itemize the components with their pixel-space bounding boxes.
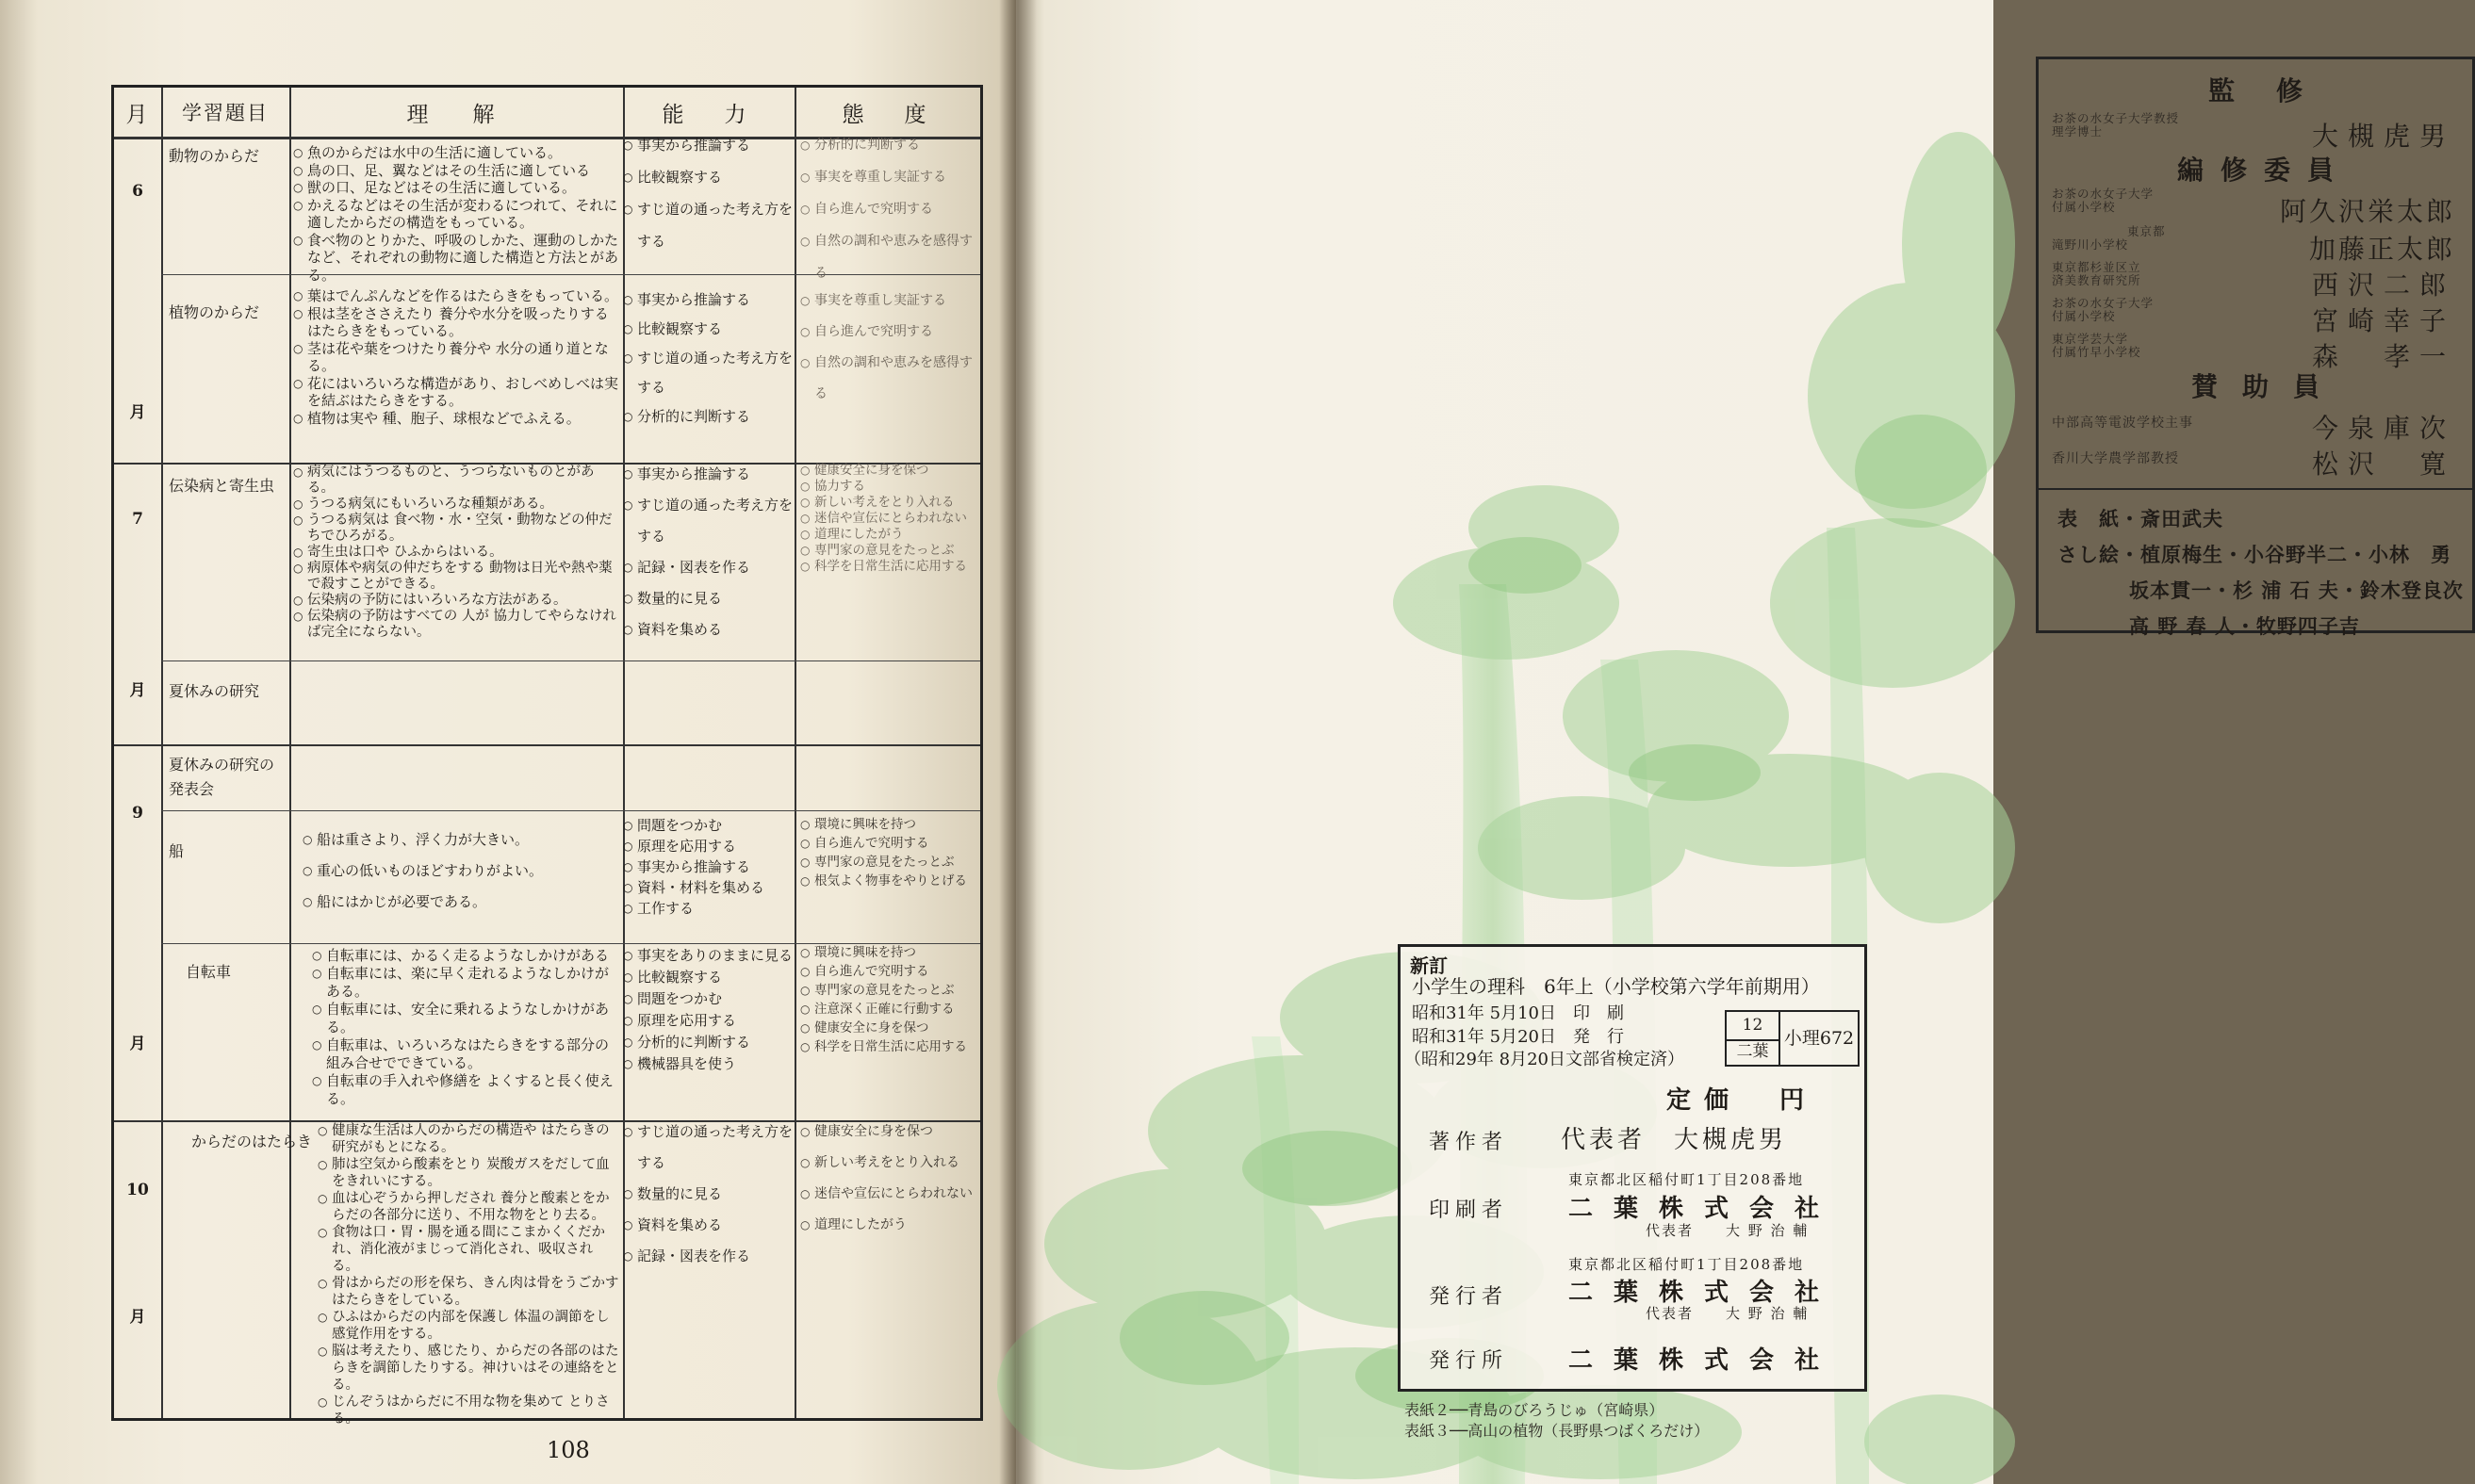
supervision-title: 監修 bbox=[2207, 75, 2344, 106]
list-item: ○ 分析的に判断する bbox=[623, 1032, 793, 1053]
affiliation-line: 付属竹早小学校 bbox=[2052, 345, 2141, 359]
gutter-shadow bbox=[999, 0, 1037, 1484]
list-item: ○ 鳥の口、足、翼などはその生活に適している bbox=[293, 162, 618, 180]
month-10-tsuki: 月 bbox=[129, 1308, 146, 1327]
attitude-list bbox=[800, 129, 979, 289]
page-number: 108 bbox=[547, 1437, 590, 1463]
month-9-tsuki: 月 bbox=[129, 1035, 146, 1053]
attitude-list bbox=[800, 1117, 979, 1241]
editor-affiliation bbox=[2052, 333, 2240, 359]
col-line bbox=[289, 88, 291, 1418]
list-item: ○ 事実から推論する bbox=[623, 129, 793, 161]
month-6-tsuki: 月 bbox=[129, 403, 146, 422]
office-company: 二葉株式会社 bbox=[1568, 1346, 1841, 1375]
list-item: ○ 科学を日常生活に応用する bbox=[800, 1037, 979, 1056]
author: 代表者 大槻虎男 bbox=[1561, 1126, 1788, 1154]
publisher-company: 二葉株式会社 bbox=[1568, 1279, 1841, 1307]
illustrations-credit-2: 坂本貫一・杉 浦 石 夫・鈴木登良次 bbox=[2129, 579, 2464, 602]
affiliation-line: お茶の水女子大学教授 bbox=[2052, 111, 2180, 125]
understanding-list bbox=[318, 1122, 619, 1427]
left-page bbox=[0, 0, 1016, 1484]
printer-address: 東京都北区稲付町1丁目208番地 bbox=[1568, 1171, 1805, 1188]
curriculum-table bbox=[111, 85, 983, 1427]
affiliation-line: 済美教育研究所 bbox=[2052, 273, 2141, 287]
approval-note: （昭和29年 8月20日文部省検定済） bbox=[1404, 1050, 1684, 1069]
ability-list bbox=[623, 1117, 793, 1272]
list-item: ○ すじ道の通った考え方をする bbox=[623, 1117, 793, 1179]
attitude-list bbox=[800, 943, 979, 1056]
list-item: ○ 自転車には、かるく走るようなしかけがある bbox=[312, 947, 621, 965]
affiliation-line: 理学博士 bbox=[2052, 124, 2104, 139]
list-item: ○ 新しい考えをとり入れる bbox=[800, 1148, 979, 1179]
list-item: ○ 事実を尊重し実証する bbox=[800, 285, 979, 317]
list-item: ○ 自転車には、安全に乗れるようなしかけがある。 bbox=[312, 1001, 621, 1036]
list-item: ○ すじ道の通った考え方をする bbox=[623, 490, 793, 552]
attitude-list bbox=[800, 463, 979, 575]
header-month: 月 bbox=[125, 102, 150, 127]
month-6: 6 bbox=[132, 182, 143, 201]
header-understanding bbox=[289, 88, 623, 137]
supporters-title: 賛助員 bbox=[2190, 371, 2344, 402]
list-item: ○ 協力する bbox=[800, 479, 979, 495]
col-line bbox=[161, 88, 163, 1418]
topic-infectious-disease: 伝染病と寄生虫 bbox=[169, 477, 275, 495]
list-item: ○ 自然の調和や恵みを感得する bbox=[800, 225, 979, 289]
list-item: ○ 自然の調和や恵みを感得する bbox=[800, 348, 979, 410]
topic-summer-presentation: 夏休みの研究の発表会 bbox=[169, 756, 275, 798]
list-item: ○ 比較観察する bbox=[623, 161, 793, 193]
price: 定価 円 bbox=[1666, 1086, 1818, 1115]
editor-name: 西沢二郎 bbox=[2311, 269, 2455, 301]
list-item: ○ 原理を応用する bbox=[623, 1010, 793, 1032]
book-title: 小学生の理科 6年上（小学校第六学年前期用） bbox=[1412, 975, 1820, 998]
list-item: ○ 根は茎をささえたり 養分や水分を吸ったりするはたらきをもっている。 bbox=[293, 305, 618, 340]
list-item: ○ うつる病気にもいろいろな種類がある。 bbox=[293, 497, 618, 513]
header-attitude: 態 度 bbox=[842, 102, 936, 127]
revised-label: 新訂 bbox=[1410, 954, 1448, 977]
list-item: ○ 根気よく物事をやりとげる bbox=[800, 872, 979, 890]
ability-list bbox=[623, 129, 793, 257]
supporter-row bbox=[2052, 404, 2455, 442]
list-item: ○ 病気にはうつるものと、うつらないものとがある。 bbox=[293, 465, 618, 497]
list-item: ○ 植物は実や 種、胞子、球根などでふえる。 bbox=[293, 410, 618, 428]
topic-animal-body: 動物のからだ bbox=[169, 147, 260, 165]
list-item: ○ 自ら進んで究明する bbox=[800, 193, 979, 225]
list-item: ○ 肺は空気から酸素をとり 炭酸ガスをだして血をきれいにする。 bbox=[318, 1156, 619, 1190]
editor-affiliation bbox=[2052, 297, 2240, 323]
affiliation-line: お茶の水女子大学 bbox=[2052, 187, 2155, 201]
ability-list bbox=[623, 285, 793, 432]
approval-publisher: 二葉 bbox=[1727, 1039, 1780, 1065]
topic-summer-research: 夏休みの研究 bbox=[169, 682, 260, 700]
list-item: ○ 健康な生活は人のからだの構造や はたらきの研究がもとになる。 bbox=[318, 1122, 619, 1156]
list-item: ○ 道理にしたがう bbox=[800, 1210, 979, 1241]
affiliation-line: 滝野川小学校 bbox=[2052, 237, 2129, 252]
topic-separator bbox=[161, 810, 980, 811]
editors-title: 編修委員 bbox=[2176, 155, 2351, 186]
month-7: 7 bbox=[132, 510, 143, 529]
list-item: ○ じんぞうはからだに不用な物を集めて とりさる。 bbox=[318, 1394, 619, 1427]
approval-number: 12 bbox=[1727, 1012, 1780, 1041]
list-item: ○ 脳は考えたり、感じたり、からだの各部のはたらきを調節したりする。神けいはその連絡をとる。 bbox=[318, 1343, 619, 1394]
list-item: ○ かえるなどはその生活が変わるにつれて、それに適したからだの構造をもっている。 bbox=[293, 197, 618, 232]
affiliation-line: 東京都 bbox=[2127, 224, 2166, 238]
list-item: ○ 数量的に見る bbox=[623, 1179, 793, 1210]
list-item: ○ 専門家の意見をたっとぶ bbox=[800, 981, 979, 1000]
list-item: ○ 道理にしたがう bbox=[800, 527, 979, 543]
topic-plant-body: 植物のからだ bbox=[169, 303, 260, 321]
approval-code: 小理672 bbox=[1783, 1028, 1855, 1049]
ability-list bbox=[623, 815, 793, 919]
affiliation-line: 東京学芸大学 bbox=[2052, 332, 2129, 346]
list-item: ○ 記録・図表を作る bbox=[623, 552, 793, 583]
supporter-affiliation: 香川大学農学部教授 bbox=[2052, 451, 2179, 466]
publisher-address: 東京都北区稲付町1丁目208番地 bbox=[1568, 1256, 1805, 1273]
editor-affiliation bbox=[2052, 188, 2240, 214]
ability-list bbox=[623, 459, 793, 645]
understanding-list bbox=[312, 947, 621, 1108]
supervisor-row bbox=[2052, 112, 2455, 150]
list-item: ○ 分析的に判断する bbox=[623, 402, 793, 432]
topic-bicycle: 自転車 bbox=[186, 963, 232, 981]
month-7-tsuki: 月 bbox=[129, 681, 146, 700]
editor-name: 阿久沢栄太郎 bbox=[2279, 196, 2455, 227]
printer-company: 二葉株式会社 bbox=[1568, 1195, 1841, 1223]
list-item: ○ 食べ物のとりかた、呼吸のしかた、運動のしかたなど、それぞれの動物に適した構造と方法とがある。 bbox=[293, 232, 618, 285]
list-item: ○ 自転車の手入れや修繕を よくすると長く使える。 bbox=[312, 1072, 621, 1108]
month-10: 10 bbox=[126, 1181, 149, 1199]
ability-list bbox=[623, 945, 793, 1075]
list-item: ○ 血は心ぞうから押しだされ 養分と酸素とをからだの各部分に送り、不用な物をとり去る。 bbox=[318, 1190, 619, 1224]
publish-date: 昭和31年 5月20日 発 行 bbox=[1412, 1027, 1624, 1047]
affiliation-line: 付属小学校 bbox=[2052, 309, 2116, 323]
supporter-row bbox=[2052, 440, 2455, 478]
cover-credit: 表 紙・斎田武夫 bbox=[2057, 507, 2223, 530]
editor-row bbox=[2052, 225, 2455, 263]
supporter-name: 松沢 寛 bbox=[2311, 448, 2455, 480]
editor-row bbox=[2052, 188, 2455, 225]
list-item: ○ 問題をつかむ bbox=[623, 815, 793, 836]
list-item: ○ ひふはからだの内部を保護し 体温の調節をし感覚作用をする。 bbox=[318, 1309, 619, 1343]
editor-name: 宮崎幸子 bbox=[2311, 305, 2455, 336]
list-item: ○ 比較観察する bbox=[623, 967, 793, 988]
box-divider bbox=[2039, 488, 2472, 490]
header-topic: 学習題目 bbox=[182, 102, 269, 124]
list-item: ○ 船にはかじが必要である。 bbox=[303, 887, 628, 918]
list-item: ○ 寄生虫は口や ひふからはいる。 bbox=[293, 545, 618, 561]
editor-row bbox=[2052, 333, 2455, 370]
list-item: ○ 比較観察する bbox=[623, 315, 793, 344]
affiliation-line: お茶の水女子大学 bbox=[2052, 296, 2155, 310]
list-item: ○ 事実から推論する bbox=[623, 285, 793, 315]
attitude-list bbox=[800, 815, 979, 890]
list-item: ○ 事実から推論する bbox=[623, 856, 793, 877]
understanding-list bbox=[293, 287, 618, 427]
staff-box bbox=[2036, 57, 2475, 638]
list-item: ○ 自ら進んで究明する bbox=[800, 317, 979, 348]
list-item: ○ うつる病気は 食べ物・水・空気・動物などの仲だちでひろがる。 bbox=[293, 513, 618, 545]
supporter-name: 今泉庫次 bbox=[2311, 413, 2455, 444]
list-item: ○ 環境に興味を持つ bbox=[800, 815, 979, 834]
list-item: ○ 科学を日常生活に応用する bbox=[800, 559, 979, 575]
list-item: ○ 病原体や病気の仲だちをする 動物は日光や熱や薬で殺すことができる。 bbox=[293, 561, 618, 593]
list-item: ○ 資料を集める bbox=[623, 1210, 793, 1241]
list-item: ○ 伝染病の予防にはいろいろな方法がある。 bbox=[293, 593, 618, 609]
list-item: ○ 重心の低いものほどすわりがよい。 bbox=[303, 856, 628, 887]
list-item: ○ 専門家の意見をたっとぶ bbox=[800, 543, 979, 559]
list-item: ○ すじ道の通った考え方をする bbox=[623, 344, 793, 402]
list-item: ○ 自転車は、いろいろなはたらきをする部分の組み合せでできている。 bbox=[312, 1036, 621, 1072]
publisher-label: 発行者 bbox=[1429, 1285, 1509, 1309]
list-item: ○ 伝染病の予防はすべての 人が 協力してやらなければ完全にならない。 bbox=[293, 609, 618, 641]
author-label: 著作者 bbox=[1429, 1131, 1509, 1154]
header-ability: 能 力 bbox=[662, 102, 756, 127]
list-item: ○ 記録・図表を作る bbox=[623, 1241, 793, 1272]
list-item: ○ 新しい考えをとり入れる bbox=[800, 495, 979, 511]
list-item: ○ 工作する bbox=[623, 898, 793, 919]
list-item: ○ 健康安全に身を保つ bbox=[800, 1117, 979, 1148]
editor-affiliation bbox=[2052, 225, 2240, 252]
list-item: ○ 分析的に判断する bbox=[800, 129, 979, 161]
list-item: ○ 迷信や宣伝にとらわれない bbox=[800, 511, 979, 527]
list-item: ○ 原理を応用する bbox=[623, 836, 793, 856]
supporter-affiliation: 中部高等電波学校主事 bbox=[2052, 416, 2193, 431]
list-item: ○ 注意深く正確に行動する bbox=[800, 1000, 979, 1019]
list-item: ○ 専門家の意見をたっとぶ bbox=[800, 853, 979, 872]
printer-label: 印刷者 bbox=[1429, 1199, 1509, 1222]
list-item: ○ 問題をつかむ bbox=[623, 988, 793, 1010]
list-item: ○ 資料・材料を集める bbox=[623, 877, 793, 898]
illustrations-credit: さし絵・植原梅生・小谷野半二・小林 勇 bbox=[2057, 543, 2451, 566]
list-item: ○ 自転車には、楽に早く走れるようなしかけがある。 bbox=[312, 965, 621, 1001]
list-item: ○ 食物は口・胃・腸を通る間にこまかくくだかれ、消化液がまじって消化され、吸収される。 bbox=[318, 1224, 619, 1275]
list-item: ○ 事実から推論する bbox=[623, 459, 793, 490]
list-item: ○ 健康安全に身を保つ bbox=[800, 1019, 979, 1037]
list-item: ○ 環境に興味を持つ bbox=[800, 943, 979, 962]
list-item: ○ 船は重さより、浮く力が大きい。 bbox=[303, 824, 628, 856]
header-understanding-text: 理 解 bbox=[406, 102, 506, 127]
editor-row bbox=[2052, 297, 2455, 334]
understanding-list bbox=[293, 144, 618, 284]
col-line bbox=[795, 88, 796, 1418]
printer-representative: 代表者 大 野 治 輔 bbox=[1646, 1222, 1810, 1239]
list-item: ○ 事実を尊重し実証する bbox=[800, 161, 979, 193]
list-item: ○ 葉はでんぷんなどを作るはたらきをもっている。 bbox=[293, 287, 618, 305]
list-item: ○ 魚のからだは水中の生活に適している。 bbox=[293, 144, 618, 162]
topic-separator bbox=[161, 660, 980, 661]
affiliation-line: 東京都杉並区立 bbox=[2052, 260, 2141, 274]
attitude-list bbox=[800, 285, 979, 410]
editor-name: 加藤正太郎 bbox=[2308, 234, 2455, 265]
list-item: ○ 自ら進んで究明する bbox=[800, 962, 979, 981]
list-item: ○ 茎は花や葉をつけたり養分や 水分の通り道となる。 bbox=[293, 340, 618, 375]
supervisor-affiliation bbox=[2052, 112, 2240, 139]
print-date: 昭和31年 5月10日 印 刷 bbox=[1412, 1003, 1624, 1023]
cover-note-2: 表紙２──青島のびろうじゅ（宮崎県） bbox=[1404, 1401, 1664, 1419]
month-separator bbox=[114, 744, 980, 746]
list-item: ○ 資料を集める bbox=[623, 614, 793, 645]
editor-affiliation bbox=[2052, 261, 2240, 287]
publisher-representative: 代表者 大 野 治 輔 bbox=[1646, 1305, 1810, 1322]
cover-note-3: 表紙３──高山の植物（長野県つばくろだけ） bbox=[1404, 1422, 1710, 1440]
list-item: ○ 事実をありのままに見る bbox=[623, 945, 793, 967]
list-item: ○ 健康安全に身を保つ bbox=[800, 463, 979, 479]
list-item: ○ 獣の口、足などはその生活に適している。 bbox=[293, 179, 618, 197]
list-item: ○ 迷信や宣伝にとらわれない bbox=[800, 1179, 979, 1210]
list-item: ○ 数量的に見る bbox=[623, 583, 793, 614]
list-item: ○ すじ道の通った考え方をする bbox=[623, 193, 793, 257]
affiliation-line: 付属小学校 bbox=[2052, 200, 2116, 214]
list-item: ○ 機械器具を使う bbox=[623, 1053, 793, 1075]
topic-ship: 船 bbox=[169, 842, 185, 860]
editor-row bbox=[2052, 261, 2455, 299]
month-9: 9 bbox=[132, 804, 143, 823]
illustrations-credit-3: 高 野 春 人・牧野四子吉 bbox=[2129, 614, 2360, 638]
topic-body-functions: からだのはたらき bbox=[191, 1133, 313, 1150]
approval-box bbox=[1725, 1010, 1860, 1067]
colophon bbox=[1398, 944, 1867, 1392]
understanding-list bbox=[303, 824, 628, 918]
supervisor-name: 大槻虎男 bbox=[2311, 121, 2455, 152]
list-item: ○ 花にはいろいろな構造があり、おしべめしべは実を結ぶはたらきをする。 bbox=[293, 375, 618, 410]
editor-name: 森 孝一 bbox=[2311, 341, 2455, 372]
list-item: ○ 骨はからだの形を保ち、きん肉は骨をうごかすはたらきをしている。 bbox=[318, 1275, 619, 1309]
understanding-list bbox=[293, 465, 618, 641]
list-item: ○ 自ら進んで究明する bbox=[800, 834, 979, 853]
office-label: 発行所 bbox=[1429, 1349, 1509, 1373]
